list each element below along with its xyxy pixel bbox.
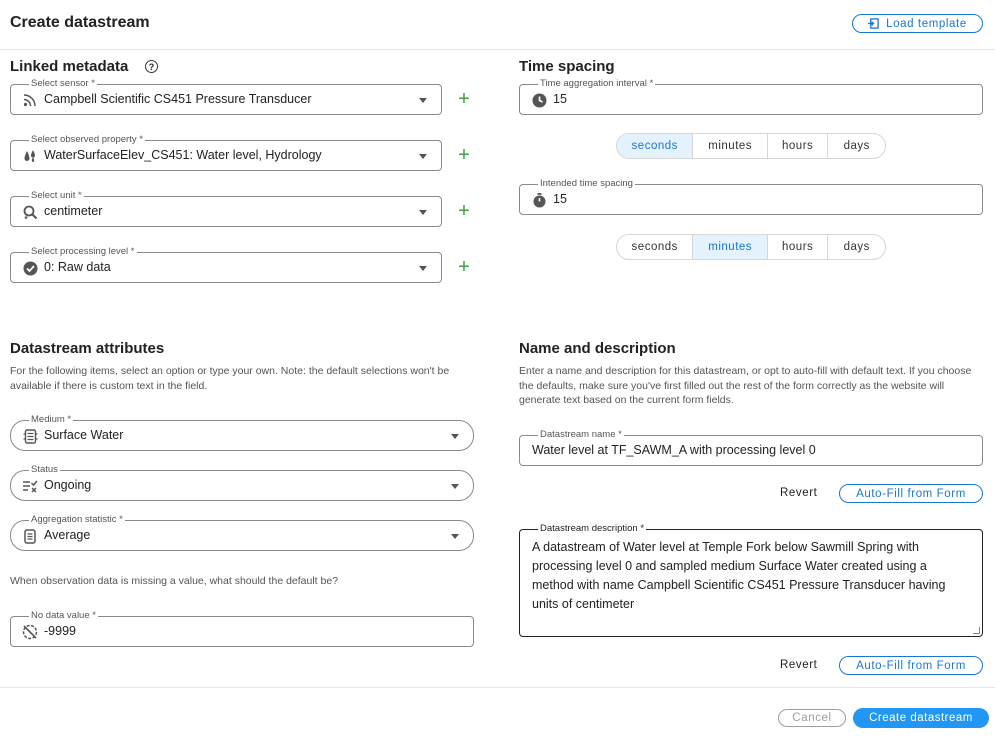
unit-select[interactable] — [10, 190, 442, 227]
chevron-down-icon[interactable] — [419, 154, 427, 159]
page-header — [0, 0, 995, 50]
name-description-help-text: Enter a name and description for this datastream, or opt to auto-fill with default text. If you choose the defaults, make sure you've first filled out the rest of the form correctly as the website will generate text based on the current form fields. — [519, 365, 972, 406]
create-datastream-button[interactable]: Create datastream — [853, 708, 989, 728]
add-observed-property-button[interactable]: + — [458, 144, 470, 166]
time-aggregation-interval-value: 15 — [553, 92, 567, 106]
intended-unit-toggle — [616, 234, 886, 260]
time-aggregation-interval-input[interactable] — [519, 78, 983, 115]
check-circle-icon — [22, 260, 38, 276]
chevron-down-icon[interactable] — [451, 484, 459, 489]
aggregation-unit-toggle — [616, 133, 886, 159]
time-spacing-title: Time spacing — [519, 58, 615, 75]
add-processing-level-button[interactable]: + — [458, 256, 470, 278]
name-description-title: Name and description — [519, 340, 676, 357]
status-value: Ongoing — [44, 478, 92, 492]
unit-label: Select unit * — [31, 190, 82, 201]
linked-metadata-title: Linked metadata — [10, 58, 129, 75]
no-data-value: -9999 — [44, 624, 76, 638]
load-template-label: Load template — [886, 17, 967, 30]
datastream-name-value: Water level at TF_SAWM_A with processing level 0 — [532, 443, 816, 457]
chevron-down-icon[interactable] — [419, 266, 427, 271]
intended-time-spacing-input[interactable] — [519, 178, 983, 215]
aggregation-unit-minutes[interactable]: minutes — [693, 134, 767, 158]
aggregation-statistic-select[interactable] — [10, 514, 474, 551]
clock-icon — [531, 92, 547, 108]
medium-icon — [22, 428, 38, 444]
observed-property-value: WaterSurfaceElev_CS451: Water level, Hydrology — [44, 148, 322, 162]
chevron-down-icon[interactable] — [419, 98, 427, 103]
no-data-value-input[interactable] — [10, 610, 474, 647]
datastream-description-value: A datastream of Water level at Temple Fork below Sawmill Spring with processing level 0 and sampled medium Surface Water created using a method with name Campbell Scientific CS451 Pressure Transducer having units of centimeter — [532, 540, 946, 611]
sensor-icon — [22, 92, 38, 108]
processing-level-select[interactable] — [10, 246, 442, 283]
no-data-value-label: No data value * — [31, 610, 96, 621]
page-title: Create datastream — [10, 14, 150, 31]
datastream-description-textarea[interactable] — [519, 523, 983, 637]
aggregation-statistic-value: Average — [44, 528, 91, 542]
processing-level-label: Select processing level * — [31, 246, 135, 257]
intended-unit-hours[interactable]: hours — [768, 235, 829, 259]
status-list-icon — [22, 478, 38, 494]
medium-value: Surface Water — [44, 428, 124, 442]
medium-select[interactable] — [10, 414, 474, 451]
timer-icon — [531, 192, 547, 208]
revert-description-button[interactable]: Revert — [780, 659, 818, 671]
add-unit-button[interactable]: + — [458, 200, 470, 222]
intended-time-spacing-label: Intended time spacing — [540, 178, 633, 189]
chevron-down-icon[interactable] — [451, 434, 459, 439]
chevron-down-icon[interactable] — [419, 210, 427, 215]
load-template-icon — [868, 18, 879, 29]
time-aggregation-interval-label: Time aggregation interval * — [540, 78, 654, 89]
chevron-down-icon[interactable] — [451, 534, 459, 539]
sensor-value: Campbell Scientific CS451 Pressure Transducer — [44, 92, 312, 106]
datastream-description-label: Datastream description * — [540, 523, 645, 534]
add-sensor-button[interactable]: + — [458, 88, 470, 110]
intended-unit-seconds[interactable]: seconds — [617, 235, 693, 259]
footer-divider — [0, 687, 995, 688]
unit-search-icon — [22, 204, 38, 220]
no-data-question: When observation data is missing a value, what should the default be? — [10, 575, 339, 587]
autofill-description-label: Auto-Fill from Form — [856, 659, 966, 672]
cancel-button[interactable]: Cancel — [778, 709, 846, 727]
autofill-description-button[interactable] — [839, 656, 983, 675]
aggregation-unit-hours[interactable]: hours — [768, 134, 829, 158]
sensor-select[interactable] — [10, 78, 442, 115]
status-select[interactable] — [10, 464, 474, 501]
observed-property-label: Select observed property * — [31, 134, 143, 145]
status-label: Status — [31, 464, 58, 475]
intended-unit-days[interactable]: days — [843, 241, 870, 253]
datastream-attributes-title: Datastream attributes — [10, 340, 165, 357]
datastream-name-label: Datastream name * — [540, 429, 622, 440]
aggregation-unit-seconds[interactable]: seconds — [617, 134, 693, 158]
autofill-name-label: Auto-Fill from Form — [856, 487, 966, 500]
intended-unit-minutes[interactable]: minutes — [693, 235, 767, 259]
help-icon[interactable]: ? — [145, 60, 158, 73]
observed-property-select[interactable] — [10, 134, 442, 171]
aggregation-unit-days[interactable]: days — [843, 140, 870, 152]
no-data-icon — [22, 624, 38, 640]
water-drops-icon — [22, 148, 38, 164]
sensor-label: Select sensor * — [31, 78, 95, 89]
unit-value: centimeter — [44, 204, 103, 218]
intended-time-spacing-value: 15 — [553, 192, 567, 206]
datastream-name-input[interactable] — [519, 429, 983, 466]
attributes-help-text: For the following items, select an option or type your own. Note: the default selections won't be available if there is custom text in the field. — [10, 365, 450, 392]
aggregation-statistic-label: Aggregation statistic * — [31, 514, 123, 525]
statistic-icon — [22, 528, 38, 544]
processing-level-value: 0: Raw data — [44, 260, 111, 274]
medium-label: Medium * — [31, 414, 72, 425]
revert-name-button[interactable]: Revert — [780, 487, 818, 499]
load-template-button[interactable] — [852, 14, 983, 33]
autofill-name-button[interactable] — [839, 484, 983, 503]
resize-handle-icon[interactable] — [973, 627, 980, 634]
